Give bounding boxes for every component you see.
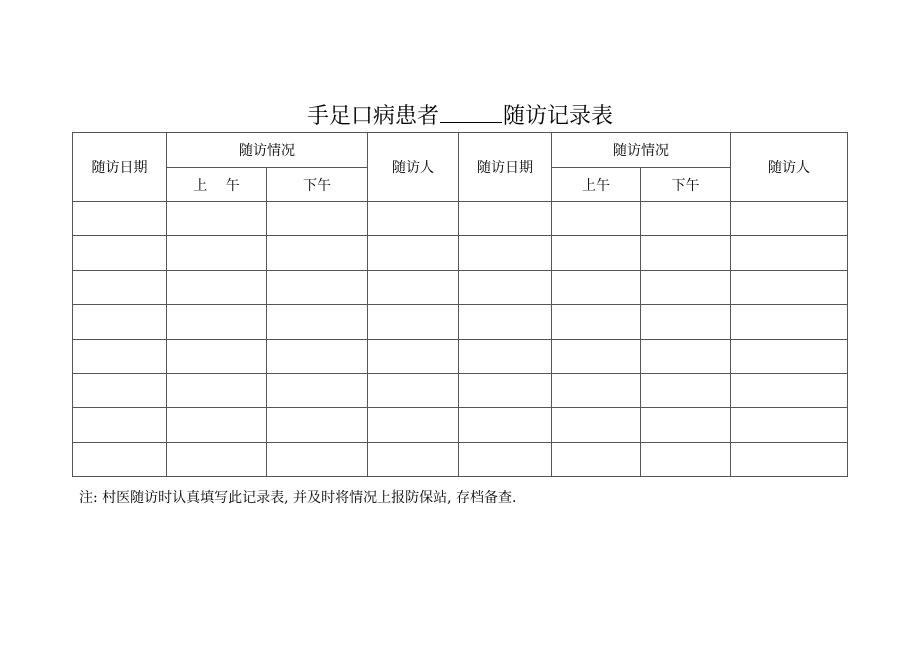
table-cell[interactable] — [731, 236, 848, 270]
table-cell[interactable] — [459, 442, 552, 476]
table-cell[interactable] — [552, 339, 641, 373]
table-cell[interactable] — [368, 442, 459, 476]
table-cell[interactable] — [167, 202, 267, 236]
table-cell[interactable] — [641, 305, 731, 339]
table-cell[interactable] — [552, 202, 641, 236]
table-cell[interactable] — [731, 442, 848, 476]
table-cell[interactable] — [552, 270, 641, 304]
table-cell[interactable] — [267, 408, 368, 442]
table-cell[interactable] — [167, 305, 267, 339]
table-row — [73, 270, 848, 304]
table-cell[interactable] — [731, 305, 848, 339]
table-cell[interactable] — [73, 408, 167, 442]
header-row-1 — [73, 133, 848, 168]
table-cell[interactable] — [73, 442, 167, 476]
table-cell[interactable] — [552, 305, 641, 339]
follow-up-record-table — [72, 132, 848, 477]
table-cell[interactable] — [731, 270, 848, 304]
table-cell[interactable] — [73, 339, 167, 373]
table-cell[interactable] — [167, 442, 267, 476]
table-cell[interactable] — [167, 373, 267, 407]
table-cell[interactable] — [731, 339, 848, 373]
table-cell[interactable] — [459, 339, 552, 373]
table-cell[interactable] — [552, 408, 641, 442]
table-cell[interactable] — [641, 270, 731, 304]
table-cell[interactable] — [731, 202, 848, 236]
header-status: 随访情况 — [167, 133, 368, 168]
table-cell[interactable] — [459, 408, 552, 442]
table-cell[interactable] — [267, 270, 368, 304]
table-cell[interactable] — [641, 202, 731, 236]
header-visitor: 随访人 — [368, 133, 459, 202]
table-cell[interactable] — [267, 339, 368, 373]
table-cell[interactable] — [731, 373, 848, 407]
table-row — [73, 236, 848, 270]
table-cell[interactable] — [73, 373, 167, 407]
table-cell[interactable] — [368, 270, 459, 304]
table-cell[interactable] — [641, 236, 731, 270]
table-cell[interactable] — [641, 442, 731, 476]
table-cell[interactable] — [73, 202, 167, 236]
table-cell[interactable] — [73, 305, 167, 339]
table-cell[interactable] — [368, 373, 459, 407]
table-cell[interactable] — [167, 339, 267, 373]
table-cell[interactable] — [368, 339, 459, 373]
table-cell[interactable] — [731, 408, 848, 442]
patient-name-blank[interactable] — [440, 100, 502, 123]
table-cell[interactable] — [459, 305, 552, 339]
table-row — [73, 373, 848, 407]
table-cell[interactable] — [368, 305, 459, 339]
table-cell[interactable] — [459, 236, 552, 270]
table-cell[interactable] — [267, 202, 368, 236]
header-status-2: 随访情况 — [552, 133, 731, 168]
table-cell[interactable] — [552, 236, 641, 270]
table-cell[interactable] — [459, 373, 552, 407]
header-pm-2: 下午 — [641, 168, 731, 202]
table-cell[interactable] — [167, 236, 267, 270]
table-row — [73, 442, 848, 476]
table-row — [73, 339, 848, 373]
page-title — [0, 100, 920, 132]
table-cell[interactable] — [641, 408, 731, 442]
title-suffix: 随访记录表 — [503, 104, 614, 129]
table-cell[interactable] — [167, 408, 267, 442]
footnote: 注: 村医随访时认真填写此记录表, 并及时将情况上报防保站, 存档备查. — [79, 490, 517, 506]
table-cell[interactable] — [267, 305, 368, 339]
table-cell[interactable] — [73, 236, 167, 270]
header-am-2: 上午 — [552, 168, 641, 202]
header-visitor-2: 随访人 — [731, 133, 848, 202]
table-row — [73, 408, 848, 442]
table-cell[interactable] — [73, 270, 167, 304]
table-cell[interactable] — [641, 339, 731, 373]
title-prefix: 手足口病患者 — [306, 104, 439, 129]
header-pm: 下午 — [267, 168, 368, 202]
header-date: 随访日期 — [73, 133, 167, 202]
table-cell[interactable] — [368, 408, 459, 442]
table-cell[interactable] — [368, 236, 459, 270]
table-cell[interactable] — [167, 270, 267, 304]
table-cell[interactable] — [552, 373, 641, 407]
table-cell[interactable] — [552, 442, 641, 476]
table-cell[interactable] — [459, 202, 552, 236]
header-am: 上 午 — [167, 168, 267, 202]
table-cell[interactable] — [267, 442, 368, 476]
table-cell[interactable] — [267, 373, 368, 407]
table-row — [73, 305, 848, 339]
table-cell[interactable] — [368, 202, 459, 236]
table-cell[interactable] — [641, 373, 731, 407]
table-cell[interactable] — [459, 270, 552, 304]
table-row — [73, 202, 848, 236]
header-date-2: 随访日期 — [459, 133, 552, 202]
table-cell[interactable] — [267, 236, 368, 270]
